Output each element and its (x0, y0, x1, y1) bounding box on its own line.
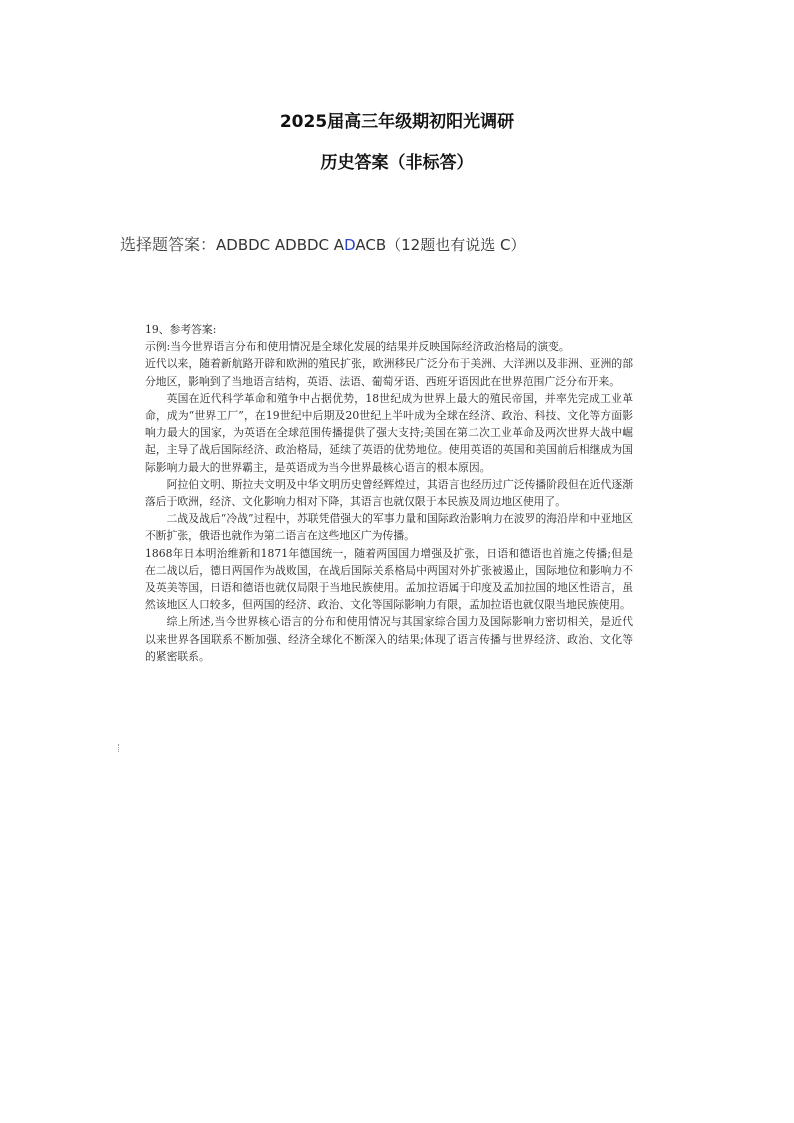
essay-paragraph: 二战及战后“冷战”过程中，苏联凭借强大的军事力量和国际政治影响力在波罗的海沿岸和中亚地区不断扩张，俄语也就作为第二语言在这些地区广为传播。 (145, 512, 633, 543)
essay-paragraph: 综上所述,当今世界核心语言的分布和使用情况与其国家综合国力及国际影响力密切相关，是近代以来世界各国联系不断加强、经济全球化不断深入的结果;体现了语言传播与世界经济、政治、文化等的紧密联系。 (145, 615, 633, 663)
choice-answers-line (120, 232, 525, 255)
essay-answer-block (145, 321, 633, 665)
essay-paragraph: 1868年日本明治维新和1871年德国统一，随着两国国力增强及扩张，日语和德语也首施之传播;但是在二战以后，德日两国作为战败国，在战后国际关系格局中两国对外扩张被遏止，国际地位和影响力不及英美等国，日语和德语也就仅局限于当地民族使用。孟加拉语属于印度及孟加拉国的地区性语言，虽然该地区人口较多，但两国的经济、政治、文化等国际影响力有限，孟加拉语也就仅限当地民族使用。 (145, 546, 633, 612)
choice-answers-part2: ACB（12题也有说选 C） (355, 236, 526, 254)
choice-answers-highlight: D (344, 236, 356, 254)
choice-answers-part1: ADBDC ADBDC A (216, 236, 345, 254)
document-subtitle: 历史答案（非标答） (320, 153, 474, 173)
document-title: 2025届高三年级期初阳光调研 (279, 112, 515, 132)
essay-heading: 19、参考答案: (145, 323, 217, 336)
margin-mark (118, 744, 120, 752)
essay-paragraph: 阿拉伯文明、斯拉夫文明及中华文明历史曾经辉煌过，其语言也经历过广泛传播阶段但在近代逐渐落后于欧洲，经济、文化影响力相对下降，其语言也就仅限于本民族及周边地区使用了。 (145, 477, 633, 509)
essay-paragraph: 英国在近代科学革命和殖争中占据优势，18世纪成为世界上最大的殖民帝国，并率先完成工业革命，成为“世界工厂”，在19世纪中后期及20世纪上半叶成为全球在经济、政治、科技、文化等方面影响力最大的国家，为英语在全球范围传播提供了强大支持;美国在第二次工业革命及两次世界大战中崛起，主导了战后国际经济、政治格局，延续了英语的优势地位。使用英语的英国和美国前后相继成为国际影响力最大的世界霸主，是英语成为当今世界最核心语言的根本原因。 (145, 391, 633, 474)
choice-answers-label: 选择题答案： (120, 235, 217, 254)
essay-intro: 示例:当今世界语言分布和使用情况是全球化发展的结果并反映国际经济政治格局的演变。 (145, 340, 570, 354)
essay-paragraph: 近代以来，随着新航路开辟和欧洲的殖民扩张，欧洲移民广泛分布于美洲、大洋洲以及非洲、亚洲的部分地区，影响到了当地语言结构，英语、法语、葡萄牙语、西班牙语因此在世界范围广泛分布开来。 (145, 357, 633, 388)
